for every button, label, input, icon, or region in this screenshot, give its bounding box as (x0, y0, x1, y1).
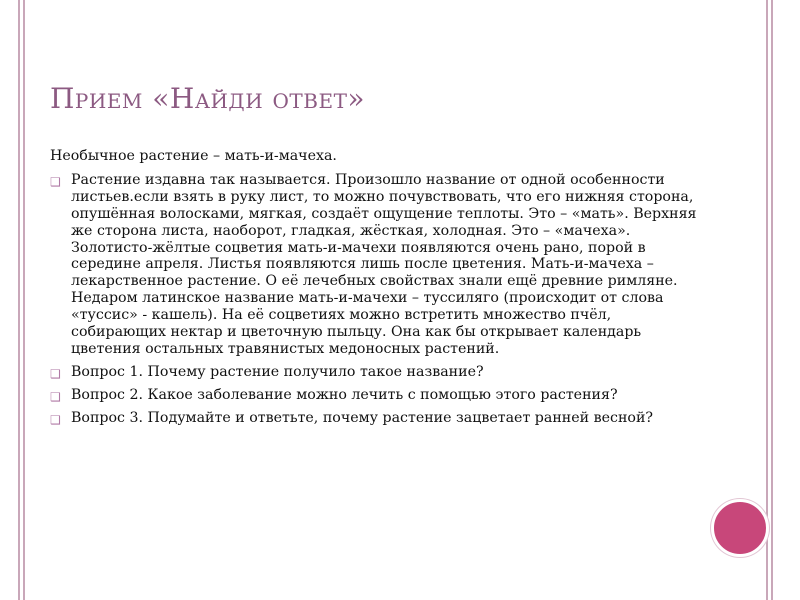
lead-text: Необычное растение – мать-и-мачеха. (50, 148, 337, 164)
list-item (50, 172, 700, 358)
square-bullet-icon: ❑ (50, 412, 61, 427)
bullet-list (50, 172, 700, 427)
square-bullet-icon: ❑ (50, 366, 61, 381)
slide-title: Прием «Найди ответ» (50, 82, 366, 115)
list-item-text: Вопрос 1. Почему растение получило такое название? (71, 363, 484, 380)
right-border-line-inner (766, 0, 768, 600)
left-border-line-outer (18, 0, 20, 600)
list-item-text: Вопрос 3. Подумайте и ответьте, почему растение зацветает ранней весной? (71, 409, 654, 426)
list-item-text: Растение издавна так называется. Произошло название от одной особенности листьев.если взять в руку лист, то можно почувствовать, что его нижняя сторона, опушённая волосками, мягкая, создаёт ощущение теплоты. Это – «мать». Верхняя же сторона листа, наоборот, гладкая, жёсткая, холодная. Это – «мачеха». Золотисто-жёлтые соцветия мать-и-мачехи появляются очень рано, порой в середине апреля. Листья появляются лишь после цветения. Мать-и-мачеха – лекарственное растение. О её лечебных свойствах знали ещё древние римляне. Недаром латинское название мать-и-мачехи – туссиляго (происходит от слова «туссис» - кашель). На её соцветиях можно встретить множество пчёл, собирающих нектар и цветочную пыльцу. Она как бы открывает календарь цветения остальных травянистых медоносных растений. (71, 171, 697, 357)
decorative-circle (711, 499, 769, 557)
left-border-line-inner (23, 0, 25, 600)
list-item-text: Вопрос 2. Какое заболевание можно лечить с помощью этого растения? (71, 386, 618, 403)
square-bullet-icon: ❑ (50, 389, 61, 404)
slide-content (50, 148, 700, 433)
list-item (50, 410, 700, 427)
list-item (50, 364, 700, 381)
right-border-line-outer (771, 0, 773, 600)
square-bullet-icon: ❑ (50, 174, 61, 189)
list-item (50, 387, 700, 404)
